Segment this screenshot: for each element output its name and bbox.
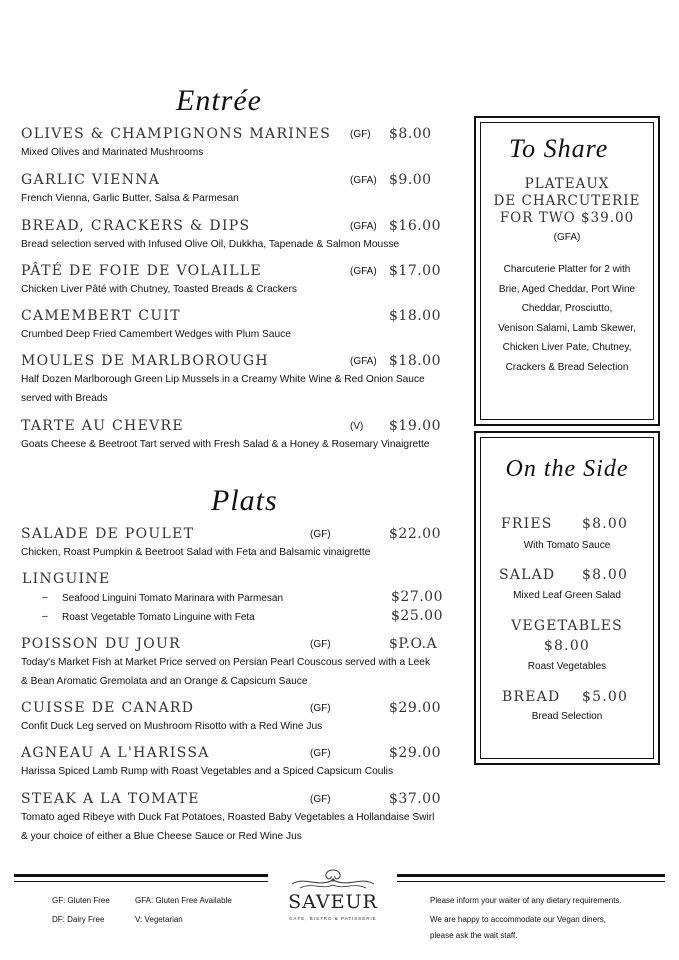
menu-item-description: Bread selection served with Infused Olive Oil, Dukkha, Tapenade & Salmon Mousse <box>21 239 400 250</box>
menu-item-description: Goats Cheese & Beetroot Tart served with Fresh Salad & a Honey & Rosemary Vinaigrette <box>21 439 430 450</box>
menu-item-name: BREAD, CRACKERS & DIPS <box>21 218 251 234</box>
menu-item-price: $22.00 <box>389 526 441 542</box>
legend-gf: GF: Gluten Free <box>52 896 110 905</box>
vegan-notice-line-1: We are happy to accommodate our Vegan diners, <box>430 915 606 924</box>
linguine-price-1: $27.00 <box>391 589 443 605</box>
on-the-side-heading: On the Side <box>505 456 629 482</box>
side-desc-salad: Mixed Leaf Green Salad <box>513 590 621 601</box>
legend-df: DF: Dairy Free <box>52 915 105 924</box>
menu-item-price: $18.00 <box>389 353 441 369</box>
menu-item-description-cont: & your choice of either a Blue Cheese Sauce or Red Wine Jus <box>21 831 302 842</box>
linguine-name: LINGUINE <box>22 571 111 587</box>
menu-item-name: SALADE DE POULET <box>21 526 195 542</box>
menu-item-description: Tomato aged Ribeye with Duck Fat Potatoes, Roasted Baby Vegetables a Hollandaise Swirl <box>21 812 435 823</box>
menu-item-price: $17.00 <box>389 263 441 279</box>
side-price-vegetables: $8.00 <box>543 638 591 654</box>
to-share-title <box>478 176 656 227</box>
menu-item-diet-code: (GF) <box>310 748 331 759</box>
footer-rule-left <box>14 874 268 882</box>
menu-item-description-cont: served with Breads <box>21 393 108 404</box>
menu-item-name: MOULES DE MARLBOROUGH <box>21 353 269 369</box>
menu-item-diet-code: (GF) <box>310 703 331 714</box>
to-share-desc-line-5: Chicken Liver Pate, Chutney, <box>502 342 632 353</box>
menu-item-name: TARTE AU CHEVRE <box>21 418 184 434</box>
menu-item-diet-code: (GF) <box>310 639 331 650</box>
to-share-title-line-3: FOR TWO $39.00 <box>499 210 635 226</box>
footer-rule-right <box>397 874 665 882</box>
side-desc-bread: Bread Selection <box>531 711 603 722</box>
menu-item-price: $16.00 <box>389 218 441 234</box>
to-share-desc-line-2: Brie, Aged Cheddar, Port Wine <box>498 283 636 295</box>
menu-item-price: $P.O.A <box>389 636 438 652</box>
menu-item-diet-code: (V) <box>350 421 364 432</box>
menu-item-diet-code: (GFA) <box>350 221 377 232</box>
menu-item-name: PÂTÉ DE FOIE DE VOLAILLE <box>21 263 262 279</box>
plats-heading: Plats <box>211 484 278 517</box>
menu-item-price: $29.00 <box>389 700 441 716</box>
vegan-notice-line-2: please ask the wait staff. <box>430 931 518 940</box>
to-share-title-line-1: PLATEAUX <box>524 176 610 192</box>
legend-gfa: GFA: Gluten Free Available <box>135 896 232 905</box>
to-share-desc-line-1: Charcuterie Platter for 2 with <box>503 264 631 275</box>
menu-item-description: Crumbed Deep Fried Camembert Wedges with Plum Sauce <box>21 329 291 340</box>
legend-v: V: Vegetarian <box>135 915 183 924</box>
menu-item-diet-code: (GFA) <box>350 356 377 367</box>
menu-item-diet-code: (GFA) <box>350 266 377 277</box>
to-share-desc-line-3: Cheddar, Prosciutto, <box>521 303 613 314</box>
menu-item-price: $37.00 <box>389 791 441 807</box>
linguine-price-2: $25.00 <box>391 608 443 624</box>
menu-item-description: Harissa Spiced Lamb Rump with Roast Vegetables and a Spiced Capsicum Coulis <box>21 766 394 777</box>
saveur-logo <box>280 866 386 932</box>
to-share-desc-line-4: Venison Salami, Lamb Skewer, <box>498 322 636 334</box>
linguine-bullet-1: – <box>42 592 48 603</box>
menu-item-description-cont: & Bean Aromatic Gremolata and an Orange & Capsicum Sauce <box>21 676 308 687</box>
menu-item-name: CUISSE DE CANARD <box>21 700 195 716</box>
side-name-fries: FRIES <box>501 516 553 532</box>
linguine-option-1: Seafood Linguini Tomato Marinara with Parmesan <box>62 593 284 604</box>
logo-flourish-icon <box>280 866 386 892</box>
logo-text: SAVEUR <box>288 891 378 913</box>
side-name-salad: SALAD <box>499 567 556 583</box>
to-share-description <box>478 260 656 377</box>
to-share-code: (GFA) <box>553 232 581 243</box>
menu-item-price: $29.00 <box>389 745 441 761</box>
linguine-bullet-2: – <box>42 611 48 622</box>
menu-item-description: Today's Market Fish at Market Price served on Persian Pearl Couscous served with a Leek <box>21 657 431 668</box>
menu-item-diet-code: (GFA) <box>350 175 377 186</box>
menu-item-description: Confit Duck Leg served on Mushroom Risotto with a Red Wine Jus <box>21 721 323 732</box>
menu-item-price: $8.00 <box>389 126 432 142</box>
linguine-option-2: Roast Vegetable Tomato Linguine with Feta <box>62 612 255 623</box>
menu-item-name: CAMEMBERT CUIT <box>21 308 181 324</box>
to-share-desc-line-6: Crackers & Bread Selection <box>505 361 629 373</box>
side-desc-fries: With Tomato Sauce <box>523 540 611 551</box>
menu-item-name: STEAK A LA TOMATE <box>21 791 200 807</box>
side-name-bread: BREAD <box>502 689 561 705</box>
dietary-notice-line-1: Please inform your waiter of any dietary requirements. <box>430 896 622 905</box>
side-price-fries: $8.00 <box>582 516 629 532</box>
side-price-bread: $5.00 <box>582 689 629 705</box>
side-price-salad: $8.00 <box>582 567 629 583</box>
menu-item-name: POISSON DU JOUR <box>21 636 181 652</box>
menu-item-name: OLIVES & CHAMPIGNONS MARINES <box>21 126 332 142</box>
menu-item-diet-code: (GF) <box>310 794 331 805</box>
entree-heading: Entrée <box>176 84 262 117</box>
menu-item-diet-code: (GF) <box>310 529 331 540</box>
side-name-vegetables: VEGETABLES <box>511 618 623 634</box>
logo-subtext: CAFE, BISTRO & PATISSERIE <box>289 916 377 921</box>
menu-item-description: Half Dozen Marlborough Green Lip Mussels in a Creamy White Wine & Red Onion Sauce <box>21 374 425 385</box>
to-share-heading: To Share <box>509 134 609 163</box>
to-share-title-line-2: DE CHARCUTERIE <box>493 193 641 209</box>
menu-item-name: AGNEAU A L'HARISSA <box>21 745 210 761</box>
menu-item-price: $9.00 <box>389 172 432 188</box>
menu-item-description: Chicken Liver Pâté with Chutney, Toasted Breads & Crackers <box>21 284 297 295</box>
menu-item-diet-code: (GF) <box>350 129 371 140</box>
menu-item-price: $19.00 <box>389 418 441 434</box>
menu-item-description: French Vienna, Garlic Butter, Salsa & Parmesan <box>21 193 239 204</box>
menu-item-price: $18.00 <box>389 308 441 324</box>
menu-item-description: Mixed Olives and Marinated Mushrooms <box>21 147 204 158</box>
menu-item-description: Chicken, Roast Pumpkin & Beetroot Salad with Feta and Balsamic vinaigrette <box>21 547 371 558</box>
side-desc-vegetables: Roast Vegetables <box>527 661 607 672</box>
menu-item-name: GARLIC VIENNA <box>21 172 161 188</box>
